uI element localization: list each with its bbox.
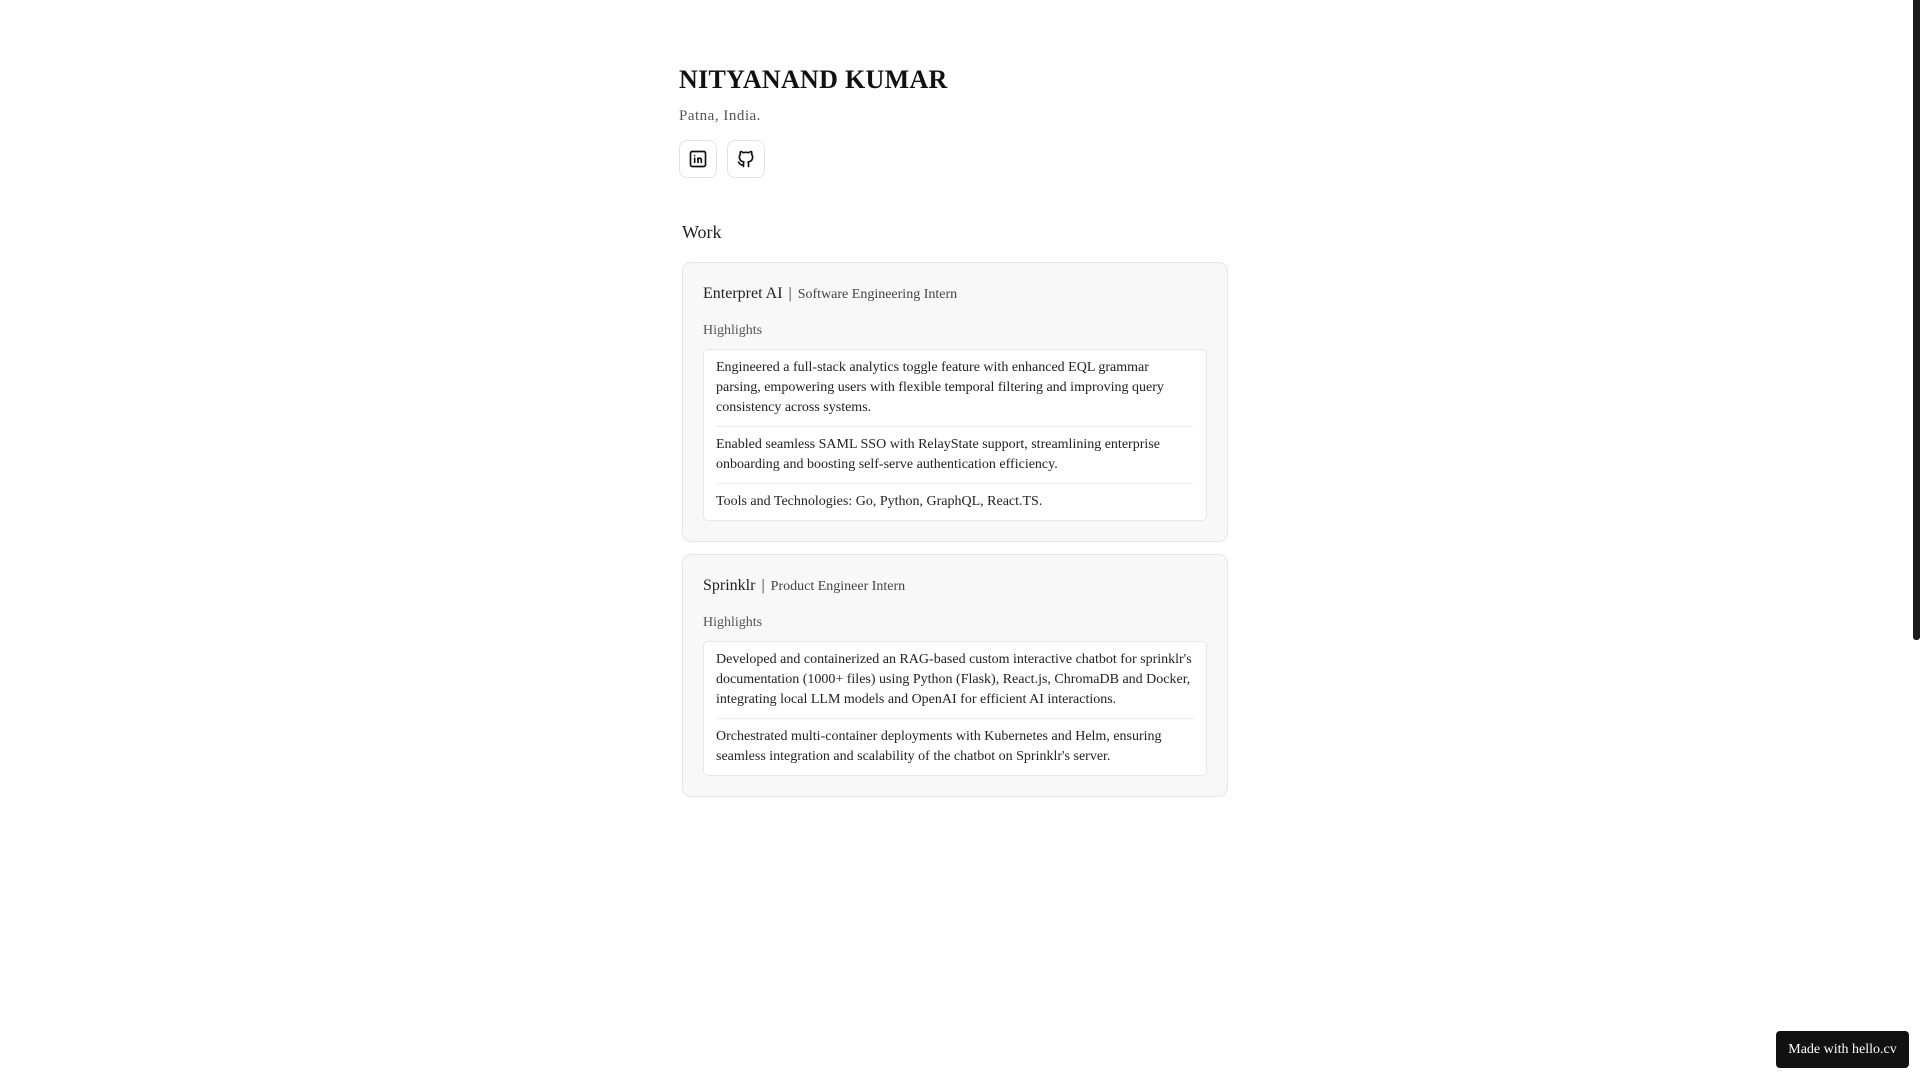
header-separator: |: [788, 285, 792, 302]
work-card: [682, 554, 1228, 797]
company-name: Sprinklr: [703, 577, 756, 594]
linkedin-icon: [688, 149, 708, 169]
social-links: [679, 140, 1229, 178]
page-scrollbar[interactable]: [1913, 0, 1920, 640]
highlight-item: Developed and containerized an RAG-based custom interactive chatbot for sprinklr's documentation (1000+ files) using Python (Flask), React.js, ChromaDB and Docker, integrating local LLM models and OpenAI for efficient AI interactions.: [716, 642, 1194, 719]
highlight-item: Engineered a full-stack analytics toggle feature with enhanced EQL grammar parsing, empowering users with flexible temporal filtering and improving query consistency across systems.: [716, 350, 1194, 427]
highlight-item: Tools and Technologies: Go, Python, GraphQL, React.TS.: [716, 494, 1043, 509]
work-card-header: [703, 285, 1207, 303]
made-with-badge[interactable]: Made with hello.cv: [1776, 1031, 1909, 1068]
highlights-label: Highlights: [703, 323, 763, 338]
highlight-item: Orchestrated multi-container deployments with Kubernetes and Helm, ensuring seamless integration and scalability of the chatbot on Sprinklr's server.: [716, 729, 1162, 764]
header-separator: |: [761, 577, 765, 594]
github-link[interactable]: [727, 140, 765, 178]
job-role: Software Engineering Intern: [797, 287, 958, 302]
work-card-header: [703, 577, 1207, 595]
github-icon: [736, 149, 756, 169]
highlight-item: Enabled seamless SAML SSO with RelayState support, streamlining enterprise onboarding and boosting self-serve authentication efficiency.: [716, 427, 1194, 484]
highlights-list: [703, 641, 1207, 776]
linkedin-link[interactable]: [679, 140, 717, 178]
highlights-list: [703, 349, 1207, 521]
highlights-label: Highlights: [703, 615, 763, 630]
job-role: Product Engineer Intern: [770, 579, 906, 594]
profile-container: [679, 64, 1229, 797]
work-section-title: Work: [682, 222, 722, 242]
profile-location: Patna, India.: [679, 108, 761, 124]
work-card: [682, 262, 1228, 542]
profile-name: NITYANAND KUMAR: [679, 65, 948, 94]
company-name: Enterpret AI: [703, 285, 783, 302]
